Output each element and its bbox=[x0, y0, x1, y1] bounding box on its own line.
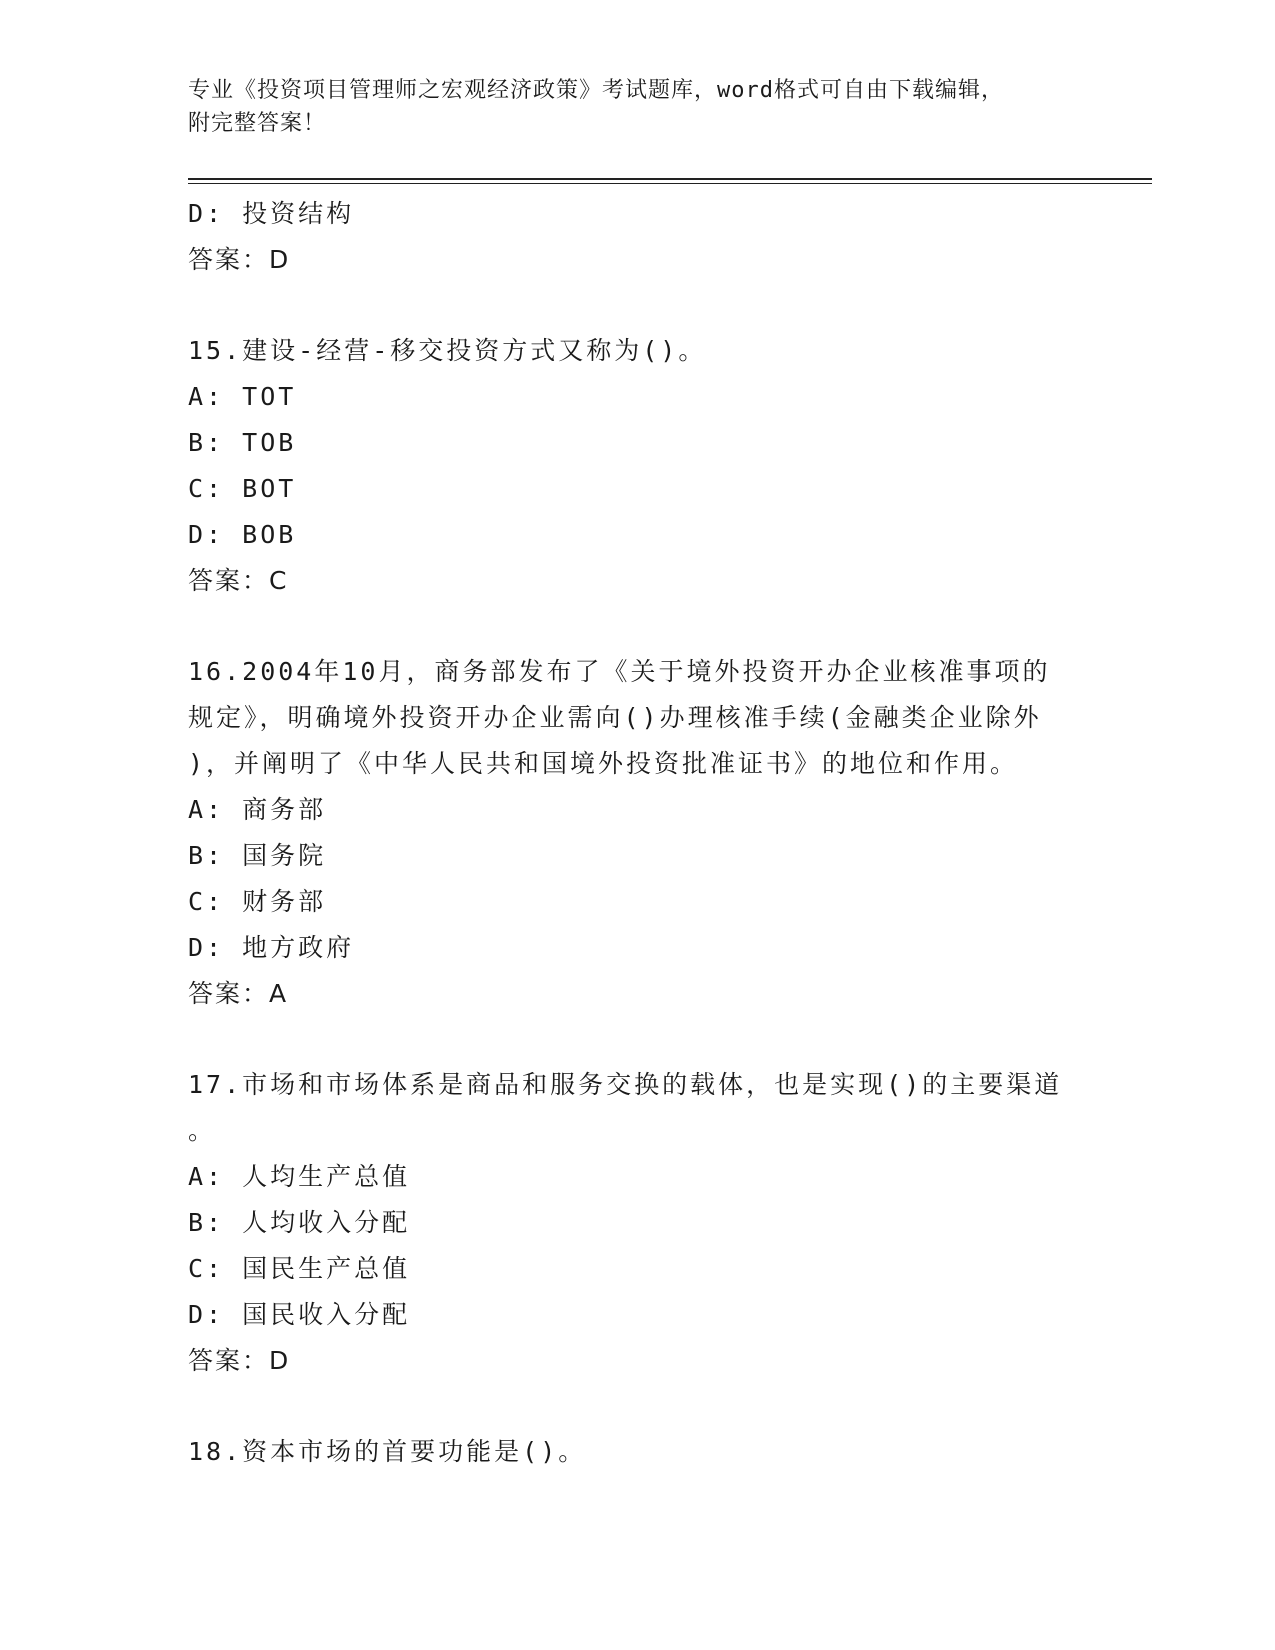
question-text: 15.建设-经营-移交投资方式又称为()。 bbox=[188, 336, 707, 365]
question-block-16 bbox=[188, 649, 1088, 1017]
spacer bbox=[188, 283, 1088, 328]
option-d: D: BOB bbox=[188, 520, 297, 549]
option-c: C: BOT bbox=[188, 474, 297, 503]
option-d: D: 投资结构 bbox=[188, 199, 355, 228]
answer-line: 答案：C bbox=[188, 566, 289, 595]
option-c: C: 国民生产总值 bbox=[188, 1254, 411, 1283]
option-b: B: TOB bbox=[188, 428, 297, 457]
question-text: 18.资本市场的首要功能是()。 bbox=[188, 1437, 587, 1466]
question-text-line-2: 规定》，明确境外投资开办企业需向()办理核准手续(金融类企业除外 bbox=[188, 703, 1042, 732]
question-text-line-1: 16.2004年10月，商务部发布了《关于境外投资开办企业核准事项的 bbox=[188, 657, 1051, 686]
header-divider-thick bbox=[188, 178, 1152, 180]
question-text-line-1: 17.市场和市场体系是商品和服务交换的载体，也是实现()的主要渠道 bbox=[188, 1070, 1063, 1099]
question-list bbox=[188, 191, 1088, 1475]
option-d: D: 地方政府 bbox=[188, 933, 355, 962]
question-block-14 bbox=[188, 191, 1088, 283]
question-block-15 bbox=[188, 328, 1088, 604]
answer-line: 答案：D bbox=[188, 1346, 291, 1375]
document-header bbox=[188, 74, 1088, 140]
question-text-line-3: )，并阐明了《中华人民共和国境外投资批准证书》的地位和作用。 bbox=[188, 749, 1019, 778]
header-line-2: 附完整答案！ bbox=[188, 111, 327, 136]
option-b: B: 人均收入分配 bbox=[188, 1208, 411, 1237]
header-line-1: 专业《投资项目管理师之宏观经济政策》考试题库，word格式可自由下载编辑， bbox=[188, 78, 1004, 103]
option-d: D: 国民收入分配 bbox=[188, 1300, 411, 1329]
question-block-17 bbox=[188, 1062, 1088, 1384]
option-a: A: 商务部 bbox=[188, 795, 327, 824]
question-block-18 bbox=[188, 1429, 1088, 1475]
answer-line: 答案：D bbox=[188, 245, 291, 274]
option-b: B: 国务院 bbox=[188, 841, 327, 870]
spacer bbox=[188, 1384, 1088, 1429]
spacer bbox=[188, 1017, 1088, 1062]
answer-line: 答案：A bbox=[188, 979, 289, 1008]
option-a: A: 人均生产总值 bbox=[188, 1162, 411, 1191]
question-text-line-2: 。 bbox=[188, 1116, 217, 1145]
option-a: A: TOT bbox=[188, 382, 297, 411]
header-divider-thin bbox=[188, 183, 1152, 184]
option-c: C: 财务部 bbox=[188, 887, 327, 916]
spacer bbox=[188, 604, 1088, 649]
